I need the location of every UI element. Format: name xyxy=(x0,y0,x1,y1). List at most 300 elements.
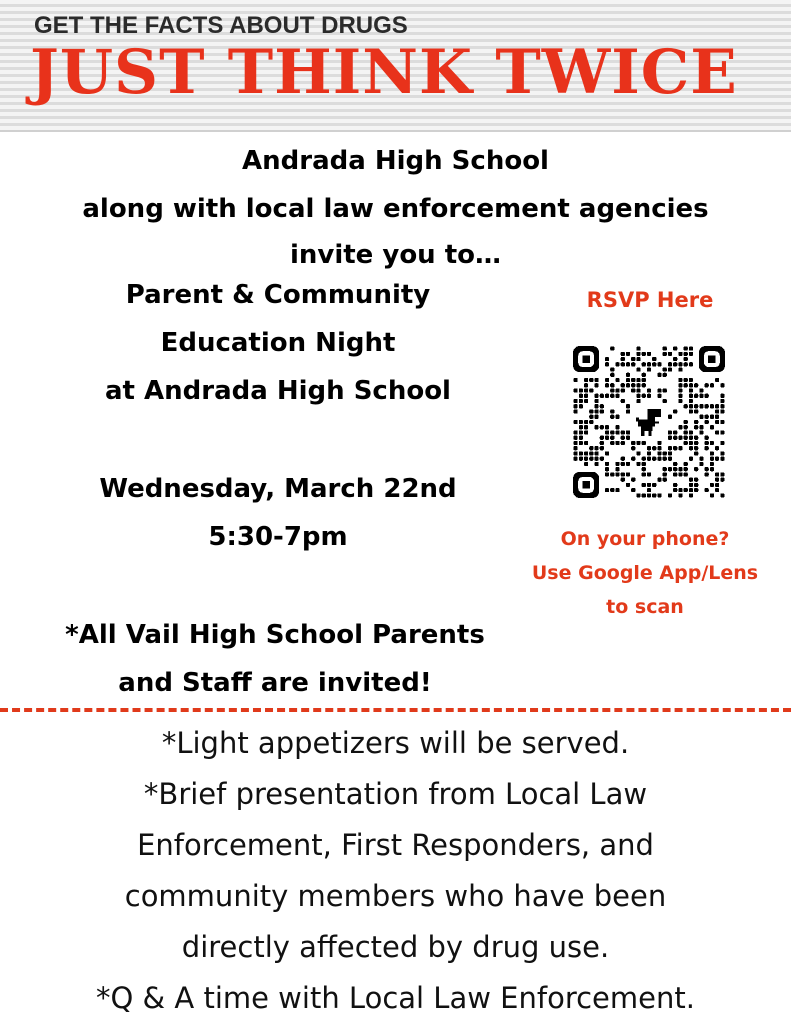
qr-module xyxy=(642,472,646,476)
qr-module xyxy=(636,347,640,351)
qr-module xyxy=(694,420,698,424)
qr-module xyxy=(636,394,640,398)
qr-module xyxy=(720,420,724,424)
qr-module xyxy=(594,409,598,413)
qr-module xyxy=(710,441,714,445)
qr-module xyxy=(715,409,719,413)
qr-module xyxy=(621,399,625,403)
detail-line-3: Enforcement, First Responders, and xyxy=(137,828,654,862)
qr-module xyxy=(621,441,625,445)
qr-module xyxy=(699,457,703,461)
qr-module xyxy=(605,462,609,466)
qr-module xyxy=(663,472,667,476)
qr-module xyxy=(636,462,640,466)
qr-module xyxy=(657,457,661,461)
qr-module xyxy=(605,488,609,492)
qr-module xyxy=(579,399,583,403)
qr-module xyxy=(600,457,604,461)
invite-line-2: and Staff are invited! xyxy=(118,668,432,698)
qr-module xyxy=(610,436,614,440)
qr-module xyxy=(699,394,703,398)
qr-module xyxy=(684,362,688,366)
qr-module xyxy=(652,457,656,461)
qr-module xyxy=(610,388,614,392)
qr-module xyxy=(720,394,724,398)
qr-module xyxy=(689,399,693,403)
qr-module xyxy=(678,352,682,356)
qr-module xyxy=(594,451,598,455)
qr-module xyxy=(647,367,651,371)
qr-module xyxy=(579,457,583,461)
qr-module xyxy=(668,467,672,471)
qr-module xyxy=(684,488,688,492)
qr-module xyxy=(699,415,703,419)
qr-module xyxy=(673,446,677,450)
qr-module xyxy=(663,451,667,455)
qr-module xyxy=(642,462,646,466)
qr-module xyxy=(657,373,661,377)
qr-module xyxy=(694,383,698,387)
event-name-line-2: Education Night xyxy=(160,328,396,358)
qr-module xyxy=(710,493,714,497)
qr-module xyxy=(579,451,583,455)
qr-module xyxy=(694,488,698,492)
qr-module xyxy=(684,347,688,351)
qr-module xyxy=(579,441,583,445)
qr-module xyxy=(574,404,578,408)
qr-module xyxy=(636,383,640,387)
qr-module xyxy=(579,425,583,429)
qr-module xyxy=(657,441,661,445)
qr-module xyxy=(584,394,588,398)
qr-module xyxy=(710,451,714,455)
qr-module xyxy=(715,488,719,492)
qr-module xyxy=(715,478,719,482)
detail-line-6: *Q & A time with Local Law Enforcement. xyxy=(96,981,695,1015)
qr-module xyxy=(647,488,651,492)
qr-module xyxy=(605,467,609,471)
qr-module xyxy=(621,478,625,482)
qr-module xyxy=(678,367,682,371)
qr-module xyxy=(715,472,719,476)
qr-module xyxy=(689,362,693,366)
qr-module xyxy=(642,457,646,461)
qr-module xyxy=(574,388,578,392)
qr-module xyxy=(615,425,619,429)
qr-module xyxy=(605,378,609,382)
qr-module xyxy=(574,446,578,450)
qr-module xyxy=(663,478,667,482)
qr-module xyxy=(579,388,583,392)
qr-module xyxy=(647,483,651,487)
detail-line-5: directly affected by drug use. xyxy=(181,930,610,964)
qr-module xyxy=(584,451,588,455)
qr-module xyxy=(594,462,598,466)
qr-module xyxy=(684,404,688,408)
qr-module xyxy=(631,441,635,445)
qr-module xyxy=(668,457,672,461)
qr-module xyxy=(694,483,698,487)
qr-module xyxy=(720,451,724,455)
qr-module xyxy=(720,383,724,387)
qr-module xyxy=(584,399,588,403)
qr-module xyxy=(594,383,598,387)
qr-module xyxy=(689,457,693,461)
qr-module xyxy=(689,404,693,408)
qr-module xyxy=(647,388,651,392)
qr-module xyxy=(684,352,688,356)
qr-module xyxy=(663,467,667,471)
qr-module xyxy=(605,451,609,455)
qr-module xyxy=(705,404,709,408)
qr-module xyxy=(642,394,646,398)
qr-module xyxy=(720,409,724,413)
qr-module xyxy=(584,378,588,382)
qr-module xyxy=(663,352,667,356)
detail-line-2: *Brief presentation from Local Law xyxy=(143,777,648,811)
qr-module xyxy=(584,462,588,466)
qr-module xyxy=(605,472,609,476)
qr-module xyxy=(605,425,609,429)
intro-line-3: invite you to… xyxy=(289,240,502,270)
qr-module xyxy=(668,415,672,419)
qr-module xyxy=(678,399,682,403)
qr-module xyxy=(579,404,583,408)
qr-module xyxy=(605,394,609,398)
qr-module xyxy=(605,430,609,434)
qr-module xyxy=(621,462,625,466)
qr-module xyxy=(710,457,714,461)
qr-module xyxy=(636,493,640,497)
qr-module xyxy=(647,352,651,356)
qr-module xyxy=(600,441,604,445)
qr-module xyxy=(663,388,667,392)
qr-module xyxy=(699,462,703,466)
qr-module xyxy=(684,420,688,424)
qr-module xyxy=(705,446,709,450)
qr-module xyxy=(699,425,703,429)
qr-module xyxy=(684,378,688,382)
qr-module xyxy=(678,362,682,366)
qr-module xyxy=(684,467,688,471)
qr-module xyxy=(574,420,578,424)
qr-module xyxy=(642,483,646,487)
qr-module xyxy=(610,441,614,445)
qr-module xyxy=(626,436,630,440)
qr-module xyxy=(584,388,588,392)
qr-module xyxy=(626,462,630,466)
qr-module xyxy=(621,430,625,434)
qr-module xyxy=(615,415,619,419)
qr-module xyxy=(610,409,614,413)
qr-module xyxy=(678,394,682,398)
qr-module xyxy=(673,483,677,487)
qr-module xyxy=(615,378,619,382)
qr-module xyxy=(589,388,593,392)
intro-line-2: along with local law enforcement agencies xyxy=(82,194,709,224)
qr-module xyxy=(621,388,625,392)
qr-module xyxy=(647,394,651,398)
qr-module xyxy=(694,451,698,455)
qr-module xyxy=(610,488,614,492)
qr-module xyxy=(673,462,677,466)
qr-module xyxy=(668,352,672,356)
scan-note-line-3: to scan xyxy=(606,596,684,618)
qr-module xyxy=(710,467,714,471)
qr-module xyxy=(594,404,598,408)
header-banner xyxy=(0,0,791,132)
qr-module xyxy=(615,362,619,366)
scan-note-line-2: Use Google App/Lens xyxy=(531,562,759,584)
qr-module xyxy=(699,388,703,392)
qr-module xyxy=(636,352,640,356)
qr-module xyxy=(615,488,619,492)
qr-module xyxy=(621,357,625,361)
qr-module xyxy=(631,488,635,492)
qr-module xyxy=(642,383,646,387)
qr-module xyxy=(673,472,677,476)
qr-module xyxy=(684,383,688,387)
event-details xyxy=(0,718,791,1024)
qr-module xyxy=(610,472,614,476)
qr-module xyxy=(720,472,724,476)
qr-module xyxy=(710,404,714,408)
rsvp-qr-code[interactable] xyxy=(573,346,725,498)
qr-module xyxy=(699,430,703,434)
qr-module xyxy=(678,383,682,387)
qr-module xyxy=(657,478,661,482)
qr-module xyxy=(657,394,661,398)
qr-module xyxy=(668,446,672,450)
qr-module xyxy=(689,409,693,413)
qr-module xyxy=(720,404,724,408)
qr-module xyxy=(673,409,677,413)
qr-module xyxy=(689,483,693,487)
qr-module xyxy=(615,472,619,476)
qr-module xyxy=(663,367,667,371)
qr-module xyxy=(668,367,672,371)
qr-module xyxy=(626,383,630,387)
qr-module xyxy=(626,430,630,434)
qr-module xyxy=(636,388,640,392)
qr-module xyxy=(584,420,588,424)
qr-module xyxy=(678,378,682,382)
qr-module xyxy=(689,378,693,382)
qr-module xyxy=(642,352,646,356)
qr-module xyxy=(615,430,619,434)
qr-module xyxy=(720,430,724,434)
qr-module xyxy=(694,467,698,471)
qr-module xyxy=(647,472,651,476)
qr-module xyxy=(579,430,583,434)
qr-module xyxy=(631,457,635,461)
qr-module xyxy=(600,425,604,429)
detail-line-1: *Light appetizers will be served. xyxy=(161,726,630,760)
qr-module xyxy=(678,388,682,392)
qr-module xyxy=(663,373,667,377)
qr-module xyxy=(705,383,709,387)
qr-module xyxy=(705,441,709,445)
qr-module xyxy=(589,457,593,461)
qr-module xyxy=(589,415,593,419)
qr-module xyxy=(663,457,667,461)
qr-module xyxy=(594,394,598,398)
qr-module xyxy=(636,367,640,371)
qr-module xyxy=(678,446,682,450)
qr-module xyxy=(621,383,625,387)
qr-module xyxy=(715,415,719,419)
qr-module xyxy=(689,446,693,450)
qr-module xyxy=(636,441,640,445)
event-name-line-1: Parent & Community xyxy=(125,280,431,310)
qr-module xyxy=(710,383,714,387)
qr-module xyxy=(610,373,614,377)
qr-module xyxy=(615,441,619,445)
qr-module xyxy=(621,457,625,461)
event-time: 5:30-7pm xyxy=(208,522,348,552)
qr-module xyxy=(642,373,646,377)
qr-module xyxy=(684,462,688,466)
qr-module xyxy=(705,415,709,419)
qr-module xyxy=(694,394,698,398)
qr-module xyxy=(684,436,688,440)
qr-module xyxy=(626,472,630,476)
qr-module xyxy=(694,404,698,408)
qr-module xyxy=(663,399,667,403)
qr-module xyxy=(705,467,709,471)
qr-module xyxy=(589,409,593,413)
qr-module xyxy=(615,394,619,398)
qr-module xyxy=(579,420,583,424)
qr-module xyxy=(574,451,578,455)
qr-module xyxy=(579,436,583,440)
qr-module xyxy=(610,383,614,387)
qr-module xyxy=(647,493,651,497)
qr-module xyxy=(657,362,661,366)
qr-module xyxy=(621,472,625,476)
qr-module xyxy=(657,446,661,450)
qr-module xyxy=(673,357,677,361)
qr-module xyxy=(720,399,724,403)
qr-module xyxy=(626,404,630,408)
qr-module xyxy=(594,425,598,429)
qr-module xyxy=(673,347,677,351)
qr-module xyxy=(694,441,698,445)
qr-module xyxy=(668,430,672,434)
qr-module xyxy=(631,388,635,392)
qr-module xyxy=(715,430,719,434)
qr-module xyxy=(710,462,714,466)
qr-module xyxy=(605,357,609,361)
qr-module xyxy=(642,378,646,382)
qr-module xyxy=(615,462,619,466)
qr-module xyxy=(710,483,714,487)
qr-module xyxy=(631,357,635,361)
qr-module xyxy=(652,493,656,497)
qr-module xyxy=(589,378,593,382)
qr-module xyxy=(720,478,724,482)
qr-module xyxy=(574,409,578,413)
qr-module xyxy=(631,383,635,387)
qr-module xyxy=(584,430,588,434)
qr-module xyxy=(626,378,630,382)
qr-module xyxy=(610,394,614,398)
qr-module xyxy=(652,362,656,366)
qr-module xyxy=(673,436,677,440)
qr-module xyxy=(694,478,698,482)
event-date: Wednesday, March 22nd xyxy=(99,474,457,504)
qr-module xyxy=(705,488,709,492)
qr-module xyxy=(626,483,630,487)
qr-module xyxy=(600,446,604,450)
qr-module xyxy=(647,362,651,366)
qr-module xyxy=(574,441,578,445)
qr-module xyxy=(594,378,598,382)
qr-module xyxy=(668,451,672,455)
qr-module xyxy=(715,404,719,408)
qr-module xyxy=(689,388,693,392)
qr-module xyxy=(673,430,677,434)
qr-module xyxy=(689,436,693,440)
qr-module xyxy=(668,436,672,440)
qr-module xyxy=(694,409,698,413)
qr-module xyxy=(631,446,635,450)
qr-module xyxy=(621,362,625,366)
qr-module xyxy=(631,378,635,382)
qr-module xyxy=(715,378,719,382)
qr-module xyxy=(673,467,677,471)
qr-module xyxy=(678,488,682,492)
qr-module xyxy=(642,441,646,445)
qr-module xyxy=(574,436,578,440)
qr-module xyxy=(610,415,614,419)
qr-module xyxy=(720,493,724,497)
qr-module xyxy=(626,362,630,366)
qr-module xyxy=(689,478,693,482)
qr-module xyxy=(678,467,682,471)
qr-module xyxy=(584,425,588,429)
qr-module xyxy=(684,425,688,429)
qr-module xyxy=(678,472,682,476)
qr-module xyxy=(642,467,646,471)
rsvp-label[interactable]: RSVP Here xyxy=(586,288,714,312)
banner-kicker: GET THE FACTS ABOUT DRUGS xyxy=(34,12,408,39)
qr-module xyxy=(621,352,625,356)
qr-module xyxy=(605,362,609,366)
qr-module xyxy=(673,362,677,366)
qr-module xyxy=(678,425,682,429)
detail-line-4: community members who have been xyxy=(124,879,667,913)
scan-note-line-1: On your phone? xyxy=(560,528,730,550)
qr-module xyxy=(600,436,604,440)
qr-module xyxy=(584,441,588,445)
qr-module xyxy=(705,436,709,440)
invite-line-1: *All Vail High School Parents xyxy=(65,620,485,650)
qr-module xyxy=(689,493,693,497)
qr-module xyxy=(589,451,593,455)
qr-module xyxy=(574,457,578,461)
qr-module xyxy=(631,478,635,482)
qr-module xyxy=(689,441,693,445)
qr-module xyxy=(642,493,646,497)
qr-module xyxy=(715,457,719,461)
qr-module xyxy=(684,430,688,434)
qr-module xyxy=(594,415,598,419)
qr-module xyxy=(689,383,693,387)
qr-module xyxy=(574,430,578,434)
qr-module xyxy=(626,352,630,356)
qr-module xyxy=(584,457,588,461)
